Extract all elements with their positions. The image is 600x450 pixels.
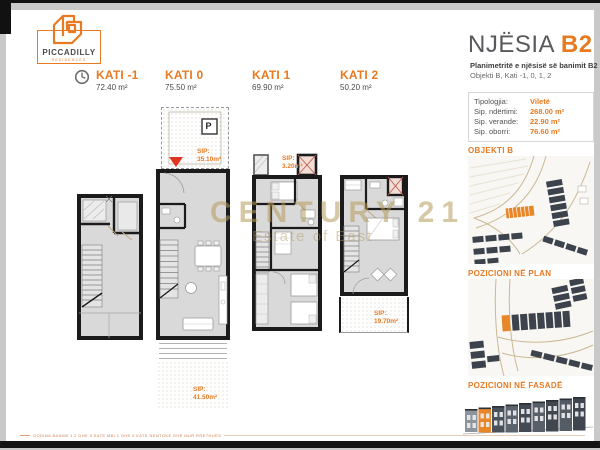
kati0-yard-area	[157, 361, 229, 409]
floor-header-kati-0	[165, 68, 203, 92]
facade-illustration	[461, 390, 595, 437]
kati2-terrace-area	[339, 297, 409, 333]
entrance-marker-icon	[169, 157, 183, 167]
floor-area: 50.20 m²	[340, 83, 372, 92]
spec-row-verande: Sip. verande: 22.90 m²	[474, 117, 561, 126]
site-map-objekti-b	[468, 156, 594, 264]
sip-label-yard: SIP: 41.50m²	[193, 386, 218, 402]
footer-dash	[20, 435, 30, 436]
piccadilly-logo-icon	[46, 9, 88, 49]
backdrop-bottom-bar	[0, 441, 600, 448]
spec-row-ndertimi: Sip. ndërtimi: 268.00 m²	[474, 107, 565, 116]
floor-label: KATI 1	[252, 68, 291, 82]
site-map-position	[468, 279, 594, 376]
parking-symbol: P	[205, 121, 212, 131]
unit-subtitle: Planimetritë e njësisë së banimit B2	[470, 61, 598, 70]
sip-label-terrace: SIP: 19.70m²	[374, 310, 399, 326]
footer-rule	[224, 435, 585, 436]
backdrop-corner	[0, 0, 11, 34]
logo-tagline: RESIDENCES	[51, 58, 87, 62]
floor-header-kati-2	[340, 68, 378, 92]
unit-description: Objekti B, Kati -1, 0, 1, 2	[470, 71, 552, 80]
floor-label: KATI 2	[340, 68, 379, 82]
floor-area: 75.50 m²	[165, 83, 197, 92]
unit-title	[468, 31, 593, 59]
unit-b2-highlight-map2	[502, 315, 511, 332]
watermark-brand: CENTURY 21	[210, 196, 466, 229]
floor-label: KATI 0	[165, 68, 204, 82]
kati-minus1-floor-plan	[76, 193, 144, 341]
section-pozicioni-fasade: POZICIONI NË FASADË	[468, 381, 563, 390]
spec-row-tipologjia: Tipologjia: Viletë	[474, 97, 550, 106]
floor-label: KATI -1	[96, 68, 139, 82]
logo-name: PICCADILLY	[42, 48, 96, 57]
footer-note	[20, 433, 585, 438]
watermark-subtitle: Estate of East	[252, 228, 374, 245]
section-objekti-b: OBJEKTI B	[468, 146, 514, 155]
floor-area: 69.90 m²	[252, 83, 284, 92]
floor-area: 72.40 m²	[96, 83, 128, 92]
footer-note-text: GODINA BANIMI 1,2 DHE 3 KATE MBI 1 DHE 2 KATE NENTOKE DHE MUR RRETHUES	[33, 433, 222, 438]
unit-b2-highlight-facade	[479, 409, 492, 433]
section-pozicioni-plan: POZICIONI NË PLAN	[468, 269, 552, 278]
floor-header-kati-1	[252, 68, 290, 92]
sip-label-parking: SIP: 35.10m²	[197, 148, 222, 164]
sip-label-balcony: SIP: 3.20m²	[282, 155, 303, 171]
kati0-veranda-steps	[159, 343, 227, 360]
floor-header-kati-minus1	[96, 68, 139, 92]
unit-title-accent: B2	[560, 31, 593, 58]
unit-title-text: NJËSIA	[468, 31, 554, 58]
backdrop-top-edge	[0, 0, 600, 3]
kati0-floor-plan	[155, 168, 231, 341]
spec-row-oborri: Sip. oborri: 76.60 m²	[474, 127, 561, 136]
clock-icon	[74, 69, 90, 85]
specs-table	[468, 92, 594, 142]
